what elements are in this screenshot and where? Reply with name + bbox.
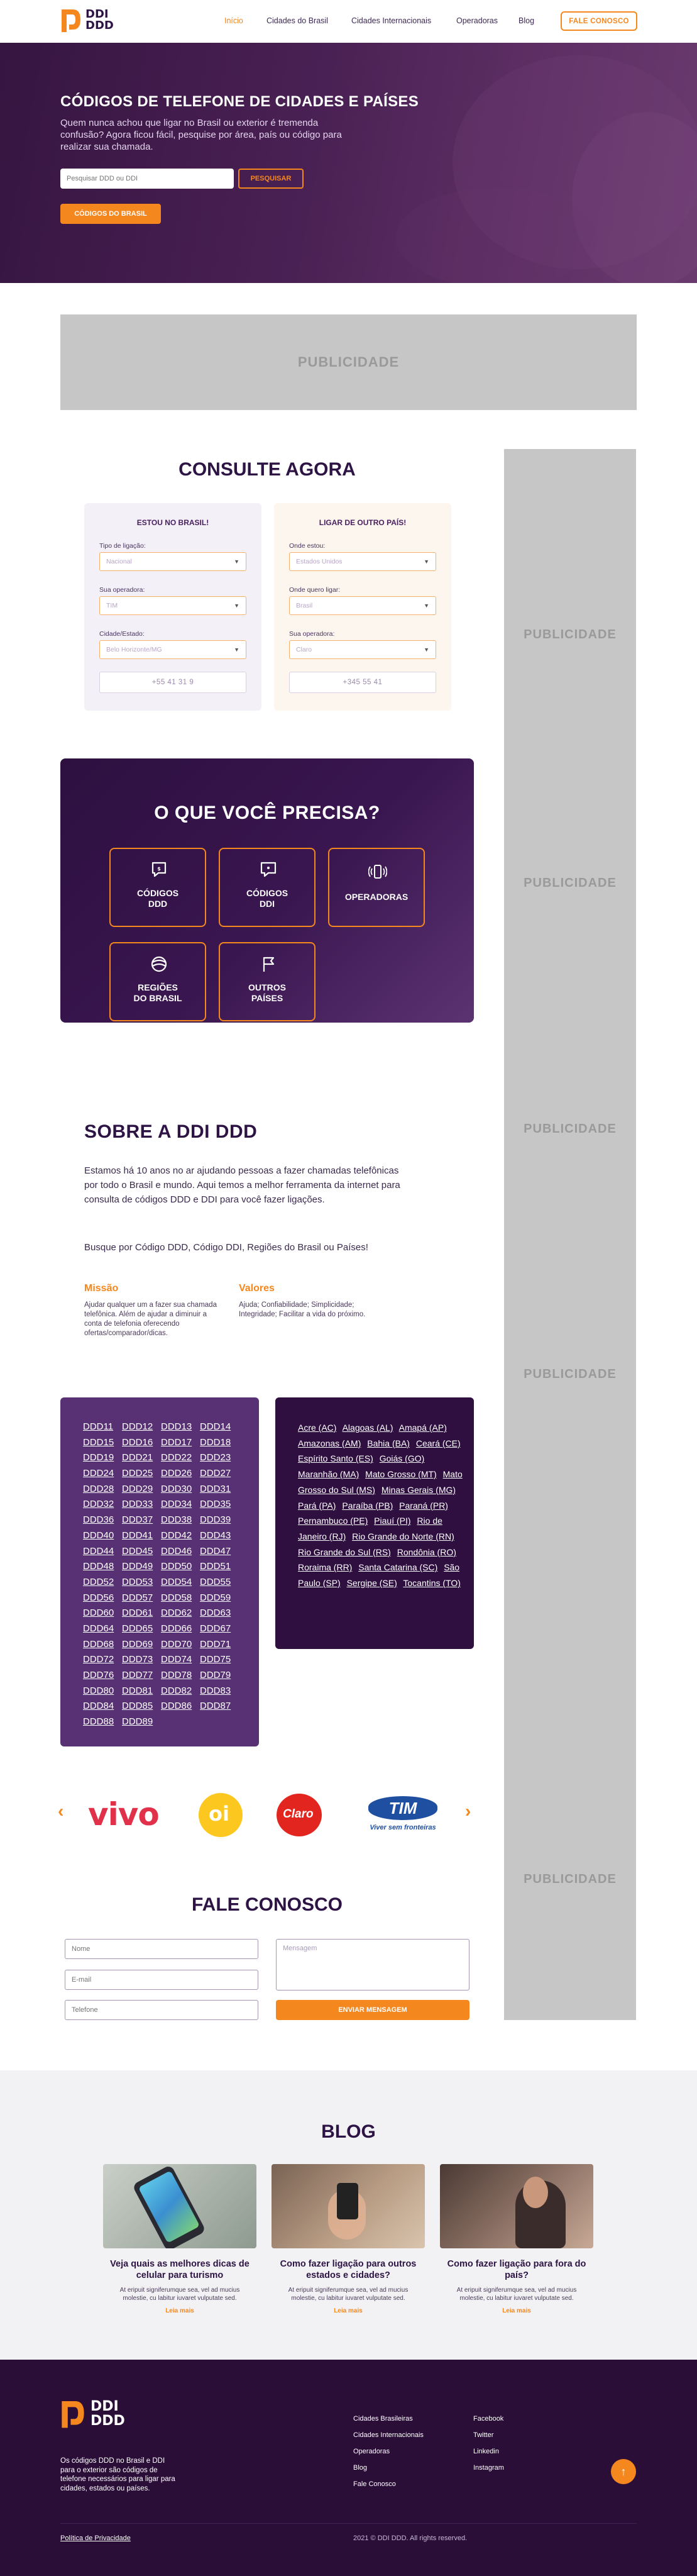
about-paragraph-1: Estamos há 10 anos no ar ajudando pessoas a fazer chamadas telefônicas por todo o Brasil e mundo. Aqui temos a melhor ferramenta da internet para consulta de códigos DDD e DDI para você fazer ligações.	[84, 1165, 400, 1205]
tile-countries-line1: OUTROS	[248, 982, 286, 992]
mission-text: Ajudar qualquer um a fazer sua chamada telefônica. Além de ajudar a diminuir a conta de telefonia oferecendo ofertas/comparador/dicas.	[84, 1301, 217, 1337]
hero-background-decoration	[352, 43, 697, 283]
nav-blog[interactable]: Blog	[519, 16, 535, 25]
send-message-button[interactable]: ENVIAR MENSAGEM	[276, 2000, 469, 2020]
blog-title: BLOG	[321, 2121, 376, 2142]
consult-title: CONSULTE AGORA	[178, 459, 356, 480]
tile-regions-line2: DO BRASIL	[133, 993, 182, 1003]
ddd-code-link[interactable]: DDD32	[83, 1499, 114, 1510]
state-link[interactable]: Rondônia (RO)	[397, 1546, 456, 1557]
copyright: 2021 © DDI DDD. All rights reserved.	[353, 2534, 468, 2542]
ddd-code-link[interactable]: DDD54	[161, 1576, 192, 1587]
ddd-code-link[interactable]: DDD57	[122, 1592, 153, 1603]
ddd-code-link[interactable]: DDD61	[122, 1607, 153, 1619]
ddd-code-link[interactable]: DDD49	[122, 1561, 153, 1572]
footer-logo-mark-icon	[60, 2396, 85, 2431]
city-label: Cidade/Estado:	[99, 630, 145, 638]
state-link[interactable]: Espírito Santo (ES)	[298, 1453, 373, 1464]
footer-link-brazil-cities[interactable]: Cidades Brasileiras	[353, 2415, 413, 2423]
footer-link-blog[interactable]: Blog	[353, 2464, 368, 2472]
state-link[interactable]: Amapá (AP)	[398, 1423, 447, 1433]
ddd-code-link[interactable]: DDD86	[161, 1701, 192, 1712]
ddd-code-link[interactable]: DDD73	[122, 1654, 153, 1665]
contact-email-input[interactable]	[65, 1970, 258, 1990]
ddd-code-link[interactable]: DDD66	[161, 1623, 192, 1634]
tim-tagline: Viver sem fronteiras	[370, 1824, 436, 1831]
state-link[interactable]: Rio Grande do Sul (RS)	[298, 1546, 391, 1557]
blog-post-1-title[interactable]: Veja quais as melhores dicas de celular para turismo	[110, 2259, 250, 2280]
hero	[0, 43, 697, 283]
ddd-code-link[interactable]: DDD82	[161, 1685, 192, 1696]
ddd-code-link[interactable]: DDD14	[200, 1421, 231, 1432]
ddd-code-link[interactable]: DDD52	[83, 1576, 114, 1587]
ddd-code-link[interactable]: DDD87	[200, 1701, 231, 1712]
ddd-code-link[interactable]: DDD22	[161, 1452, 192, 1463]
state-link[interactable]: Ceará (CE)	[415, 1438, 461, 1448]
ddd-code-link[interactable]: DDD53	[122, 1576, 153, 1587]
states-list	[298, 1420, 468, 1591]
tile-ddi-line1: CÓDIGOS	[246, 888, 288, 898]
chat-icon	[259, 860, 278, 879]
hero-subtitle: Quem nunca achou que ligar no Brasil ou exterior é tremenda confusão? Agora ficou fácil, pesquise por área, país ou código para realizar sua chamada.	[60, 118, 342, 152]
ddd-code-link[interactable]: DDD36	[83, 1514, 114, 1526]
message-icon	[150, 860, 168, 879]
tile-ddd-line2: DDD	[148, 899, 168, 909]
abroad-carrier-select[interactable]	[289, 640, 436, 659]
tile-ddi-line2: DDI	[259, 899, 275, 909]
city-select[interactable]	[99, 640, 246, 659]
state-link[interactable]: Sergipe (SE)	[346, 1578, 397, 1589]
logo-text	[85, 9, 114, 31]
state-link[interactable]: Paraíba (PB)	[342, 1500, 393, 1511]
ddd-code-link[interactable]: DDD40	[83, 1530, 114, 1541]
footer-description: Os códigos DDD no Brasil e DDI para o exterior são códigos de telefone necessários para ligar para cidades, estados ou países.	[60, 2457, 175, 2492]
ddd-code-link[interactable]: DDD45	[122, 1545, 153, 1557]
blog-post-3-image[interactable]	[440, 2164, 593, 2248]
scroll-to-top-arrow-icon[interactable]: ↑	[611, 2459, 636, 2484]
tim-logo-text: TIM	[388, 1799, 417, 1818]
contact-phone-input[interactable]	[65, 2000, 258, 2020]
abroad-carrier-label: Sua operadora:	[289, 630, 335, 638]
ddd-code-link[interactable]: DDD85	[122, 1701, 153, 1712]
ddd-grid	[83, 1420, 239, 1729]
ddd-code-link[interactable]: DDD23	[200, 1452, 231, 1463]
values-title: Valores	[239, 1283, 275, 1294]
footer-link-international-cities[interactable]: Cidades Internacionais	[353, 2431, 424, 2439]
ddd-code-link[interactable]: DDD13	[161, 1421, 192, 1432]
flag-icon	[259, 955, 278, 974]
abroad-card	[274, 503, 451, 711]
blog-post-1-read-more[interactable]: Leia mais	[165, 2307, 194, 2314]
nav-international-cities[interactable]: Cidades Internacionais	[351, 16, 432, 25]
oi-logo[interactable]	[199, 1793, 243, 1837]
footer-link-contact[interactable]: Fale Conosco	[353, 2480, 396, 2488]
nav-carriers[interactable]: Operadoras	[456, 16, 498, 25]
chevron-down-icon: ▼	[424, 602, 429, 609]
ddd-code-link[interactable]: DDD67	[200, 1623, 231, 1634]
ddd-code-link[interactable]: DDD72	[83, 1654, 114, 1665]
ddd-code-link[interactable]: DDD58	[161, 1592, 192, 1603]
carousel-next-arrow-icon[interactable]: ›	[465, 1801, 471, 1821]
ad-sidebar-label-5: PUBLICIDADE	[524, 1872, 617, 1886]
face-image-shape	[523, 2177, 548, 2208]
logo-line-ddd: DDD	[85, 19, 114, 32]
nav-brazil-cities[interactable]: Cidades do Brasil	[266, 16, 328, 25]
states-list-box	[275, 1397, 474, 1649]
contact-title: FALE CONOSCO	[191, 1894, 343, 1915]
chevron-down-icon: ▼	[424, 647, 429, 653]
ad-banner-top[interactable]: PUBLICIDADE	[60, 314, 637, 410]
abroad-result-field[interactable]: +345 55 41	[289, 672, 436, 693]
state-link[interactable]: Roraima (RR)	[298, 1562, 353, 1573]
phone-signal-icon	[368, 863, 387, 882]
ddd-code-link[interactable]: DDD88	[83, 1716, 114, 1728]
site-header	[0, 0, 697, 43]
values-text: Ajuda; Confiabilidade; Simplicidade; Integridade; Facilitar a vida do próximo.	[239, 1301, 366, 1318]
tile-ddd-codes[interactable]	[109, 848, 206, 927]
ddd-code-link[interactable]: DDD80	[83, 1685, 114, 1696]
ddd-code-link[interactable]: DDD70	[161, 1638, 192, 1650]
what-you-need-title: O QUE VOCÊ PRECISA?	[154, 802, 380, 823]
about-title: SOBRE A DDI DDD	[84, 1121, 258, 1142]
ddd-code-link[interactable]: DDD81	[122, 1685, 153, 1696]
tim-logo[interactable]	[362, 1796, 444, 1835]
claro-logo-text: Claro	[283, 1807, 314, 1821]
footer-logo-line-ddd: DDD	[91, 2413, 125, 2429]
state-link[interactable]: São Paulo (SP)	[298, 1562, 460, 1589]
blog-post-3-excerpt: At eripuit signiferumque sea, vel ad mucius molestie, cu labitur iuvaret vulputate sed.	[456, 2287, 577, 2302]
destination-select[interactable]	[289, 596, 436, 615]
ddd-code-link[interactable]: DDD15	[83, 1436, 114, 1448]
ddd-code-link[interactable]: DDD29	[122, 1483, 153, 1494]
brazil-card-title: ESTOU NO BRASIL!	[136, 518, 209, 527]
footer-logo[interactable]	[60, 2396, 125, 2431]
state-link[interactable]: Acre (AC)	[298, 1423, 337, 1433]
blog-post-2-image[interactable]	[272, 2164, 425, 2248]
ddd-code-link[interactable]: DDD27	[200, 1468, 231, 1479]
state-link[interactable]: Rio Grande do Norte (RN)	[352, 1531, 454, 1541]
ddd-code-link[interactable]: DDD37	[122, 1514, 153, 1526]
ddd-code-link[interactable]: DDD31	[200, 1483, 231, 1494]
blog-post-1-excerpt: At eripuit signiferumque sea, vel ad mucius molestie, cu labitur iuvaret vulputate sed.	[119, 2287, 240, 2302]
ddd-code-link[interactable]: DDD44	[83, 1545, 114, 1557]
state-link[interactable]: Pará (PA)	[298, 1500, 336, 1511]
ddd-code-link[interactable]: DDD21	[122, 1452, 153, 1463]
ddd-code-link[interactable]: DDD48	[83, 1561, 114, 1572]
chevron-down-icon: ▼	[234, 558, 239, 565]
state-link[interactable]: Tocantins (TO)	[403, 1578, 461, 1589]
ddd-code-link[interactable]: DDD60	[83, 1607, 114, 1619]
ddd-code-link[interactable]: DDD28	[83, 1483, 114, 1494]
ad-sidebar[interactable]	[504, 449, 636, 2020]
state-link[interactable]: Rio de Janeiro (RJ)	[298, 1516, 442, 1541]
ad-sidebar-label-3: PUBLICIDADE	[524, 1121, 617, 1136]
state-link[interactable]: Maranhão (MA)	[298, 1469, 359, 1480]
state-link[interactable]: Paraná (PR)	[399, 1500, 448, 1511]
tile-other-countries[interactable]	[219, 942, 316, 1021]
ddd-code-link[interactable]: DDD64	[83, 1623, 114, 1634]
svg-text:$: $	[157, 866, 161, 872]
footer-link-instagram[interactable]: Instagram	[473, 2464, 504, 2472]
destination-label: Onde quero ligar:	[289, 586, 341, 594]
call-type-value: Nacional	[106, 558, 132, 565]
city-value: Belo Horizonte/MG	[106, 646, 162, 653]
logo[interactable]	[60, 7, 114, 33]
ddd-code-link[interactable]: DDD33	[122, 1499, 153, 1510]
vivo-logo[interactable]: vivo	[88, 1796, 159, 1833]
ddd-code-link[interactable]: DDD56	[83, 1592, 114, 1603]
blog-post-3-read-more[interactable]: Leia mais	[502, 2307, 531, 2314]
blog-post-2-excerpt: At eripuit signiferumque sea, vel ad mucius molestie, cu labitur iuvaret vulputate sed.	[288, 2287, 409, 2302]
tile-regions-line1: REGIÕES	[138, 982, 178, 992]
footer-divider	[60, 2523, 637, 2524]
ad-sidebar-label-2: PUBLICIDADE	[524, 875, 617, 890]
tile-carriers[interactable]	[328, 848, 425, 927]
ad-sidebar-label-1: PUBLICIDADE	[524, 627, 617, 641]
tile-ddd-line1: CÓDIGOS	[136, 888, 179, 898]
state-link[interactable]: Mato Grosso do Sul (MS)	[298, 1469, 463, 1495]
hero-search-button[interactable]: PESQUISAR	[238, 169, 304, 189]
carrier-label: Sua operadora:	[99, 586, 145, 594]
call-type-select[interactable]	[99, 552, 246, 571]
ddd-code-link[interactable]: DDD63	[200, 1607, 231, 1619]
claro-logo[interactable]	[277, 1794, 322, 1836]
where-select[interactable]	[289, 552, 436, 571]
ddd-code-link[interactable]: DDD68	[83, 1638, 114, 1650]
contact-button[interactable]: FALE CONOSCO	[561, 11, 637, 31]
ddd-code-link[interactable]: DDD50	[161, 1561, 192, 1572]
state-link[interactable]: Mato Grosso (MT)	[365, 1469, 437, 1480]
ddd-code-link[interactable]: DDD83	[200, 1685, 231, 1696]
carrier-select[interactable]	[99, 596, 246, 615]
where-value: Estados Unidos	[296, 558, 343, 565]
ddd-code-link[interactable]: DDD46	[161, 1545, 192, 1557]
ddd-code-link[interactable]: DDD42	[161, 1530, 192, 1541]
ddd-code-link[interactable]: DDD43	[200, 1530, 231, 1541]
ddd-code-link[interactable]: DDD62	[161, 1607, 192, 1619]
footer-link-carriers[interactable]: Operadoras	[353, 2448, 390, 2455]
tile-brazil-regions[interactable]	[109, 942, 206, 1021]
logo-mark-icon	[60, 7, 82, 33]
phone-image-shape	[337, 2183, 358, 2219]
chevron-down-icon: ▼	[234, 602, 239, 609]
ddd-code-link[interactable]: DDD74	[161, 1654, 192, 1665]
state-link[interactable]: Alagoas (AL)	[342, 1423, 393, 1433]
brazil-codes-button[interactable]: CÓDIGOS DO BRASIL	[60, 204, 161, 224]
state-link[interactable]: Amazonas (AM)	[298, 1438, 361, 1448]
contact-message-textarea[interactable]: Mensagem	[276, 1939, 469, 1990]
brazil-result-field[interactable]: +55 41 31 9	[99, 672, 246, 693]
ddd-code-link[interactable]: DDD25	[122, 1468, 153, 1479]
ddd-code-link[interactable]: DDD47	[200, 1545, 231, 1557]
globe-icon	[150, 955, 168, 974]
blog-post-1-image[interactable]	[103, 2164, 256, 2248]
hero-search-input[interactable]	[60, 169, 234, 189]
ddd-code-link[interactable]: DDD51	[200, 1561, 231, 1572]
ddd-code-link[interactable]: DDD19	[83, 1452, 114, 1463]
tile-carriers-line1: OPERADORAS	[344, 892, 409, 902]
ddd-code-link[interactable]: DDD30	[161, 1483, 192, 1494]
ddd-code-link[interactable]: DDD69	[122, 1638, 153, 1650]
footer-link-linkedin[interactable]: Linkedin	[473, 2448, 499, 2455]
about-paragraph-2: Busque por Código DDD, Código DDI, Regiões do Brasil ou Países!	[84, 1242, 368, 1253]
blog-post-3-title[interactable]: Como fazer ligação para fora do país?	[447, 2259, 586, 2280]
brazil-card	[84, 503, 261, 711]
ddd-code-link[interactable]: DDD26	[161, 1468, 192, 1479]
chevron-down-icon: ▼	[234, 647, 239, 653]
ddd-code-link[interactable]: DDD35	[200, 1499, 231, 1510]
ddd-code-link[interactable]: DDD79	[200, 1670, 231, 1680]
ddd-code-link[interactable]: DDD71	[200, 1638, 231, 1650]
ddd-code-link[interactable]: DDD11	[83, 1421, 114, 1432]
oi-logo-text: oi	[209, 1802, 229, 1826]
ddd-code-link[interactable]: DDD77	[122, 1670, 153, 1680]
nav-home[interactable]: Início	[224, 16, 243, 25]
logo-line-ddi: DDI	[85, 8, 109, 21]
ddd-code-link[interactable]: DDD38	[161, 1514, 192, 1526]
ad-sidebar-label-4: PUBLICIDADE	[524, 1367, 617, 1381]
ddd-code-link[interactable]: DDD89	[122, 1716, 153, 1728]
state-link[interactable]: Pernambuco (PE)	[298, 1516, 368, 1526]
footer-link-facebook[interactable]: Facebook	[473, 2415, 504, 2423]
ddd-code-link[interactable]: DDD75	[200, 1654, 231, 1665]
destination-value: Brasil	[296, 602, 313, 609]
ddd-code-link[interactable]: DDD55	[200, 1576, 231, 1587]
state-link[interactable]: Goiás (GO)	[379, 1453, 425, 1464]
privacy-policy-link[interactable]: Política de Privacidade	[60, 2534, 131, 2542]
state-link[interactable]: Bahia (BA)	[367, 1438, 410, 1448]
contact-name-input[interactable]	[65, 1939, 258, 1959]
tile-ddi-codes[interactable]	[219, 848, 316, 927]
ddd-code-link[interactable]: DDD18	[200, 1436, 231, 1448]
site-footer	[0, 2360, 697, 2576]
what-you-need-section	[60, 758, 474, 1023]
ddd-code-link[interactable]: DDD59	[200, 1592, 231, 1603]
abroad-card-title: LIGAR DE OUTRO PAÍS!	[319, 518, 407, 527]
hero-title: CÓDIGOS DE TELEFONE DE CIDADES E PAÍSES	[60, 93, 419, 110]
ddd-code-link[interactable]: DDD12	[122, 1421, 153, 1432]
ddd-code-link[interactable]: DDD34	[161, 1499, 192, 1510]
ddd-list-box	[60, 1397, 259, 1746]
where-label: Onde estou:	[289, 542, 326, 550]
carrier-value: TIM	[106, 602, 118, 609]
mission-title: Missão	[84, 1283, 119, 1294]
call-type-label: Tipo de ligação:	[99, 542, 146, 550]
ddd-code-link[interactable]: DDD16	[122, 1436, 153, 1448]
state-link[interactable]: Santa Catarina (SC)	[358, 1562, 438, 1573]
ddd-code-link[interactable]: DDD65	[122, 1623, 153, 1634]
ddd-code-link[interactable]: DDD78	[161, 1670, 192, 1680]
blog-post-2-title[interactable]: Como fazer ligação para outros estados e cidades?	[280, 2259, 417, 2280]
ddd-code-link[interactable]: DDD41	[122, 1530, 153, 1541]
state-link[interactable]: Minas Gerais (MG)	[381, 1484, 456, 1495]
chevron-down-icon: ▼	[424, 558, 429, 565]
footer-logo-text	[91, 2399, 125, 2428]
tile-countries-line2: PAÍSES	[251, 993, 283, 1003]
abroad-carrier-value: Claro	[296, 646, 312, 653]
state-link[interactable]: Piauí (PI)	[374, 1516, 411, 1526]
ddd-code-link[interactable]: DDD76	[83, 1670, 114, 1680]
footer-link-twitter[interactable]: Twitter	[473, 2431, 494, 2439]
ddd-code-link[interactable]: DDD17	[161, 1436, 192, 1448]
blog-post-2-read-more[interactable]: Leia mais	[334, 2307, 363, 2314]
ddd-code-link[interactable]: DDD84	[83, 1701, 114, 1712]
ddd-code-link[interactable]: DDD39	[200, 1514, 231, 1526]
carousel-prev-arrow-icon[interactable]: ‹	[58, 1801, 64, 1821]
footer-logo-line-ddi: DDI	[91, 2399, 119, 2414]
ddd-code-link[interactable]: DDD24	[83, 1468, 114, 1479]
